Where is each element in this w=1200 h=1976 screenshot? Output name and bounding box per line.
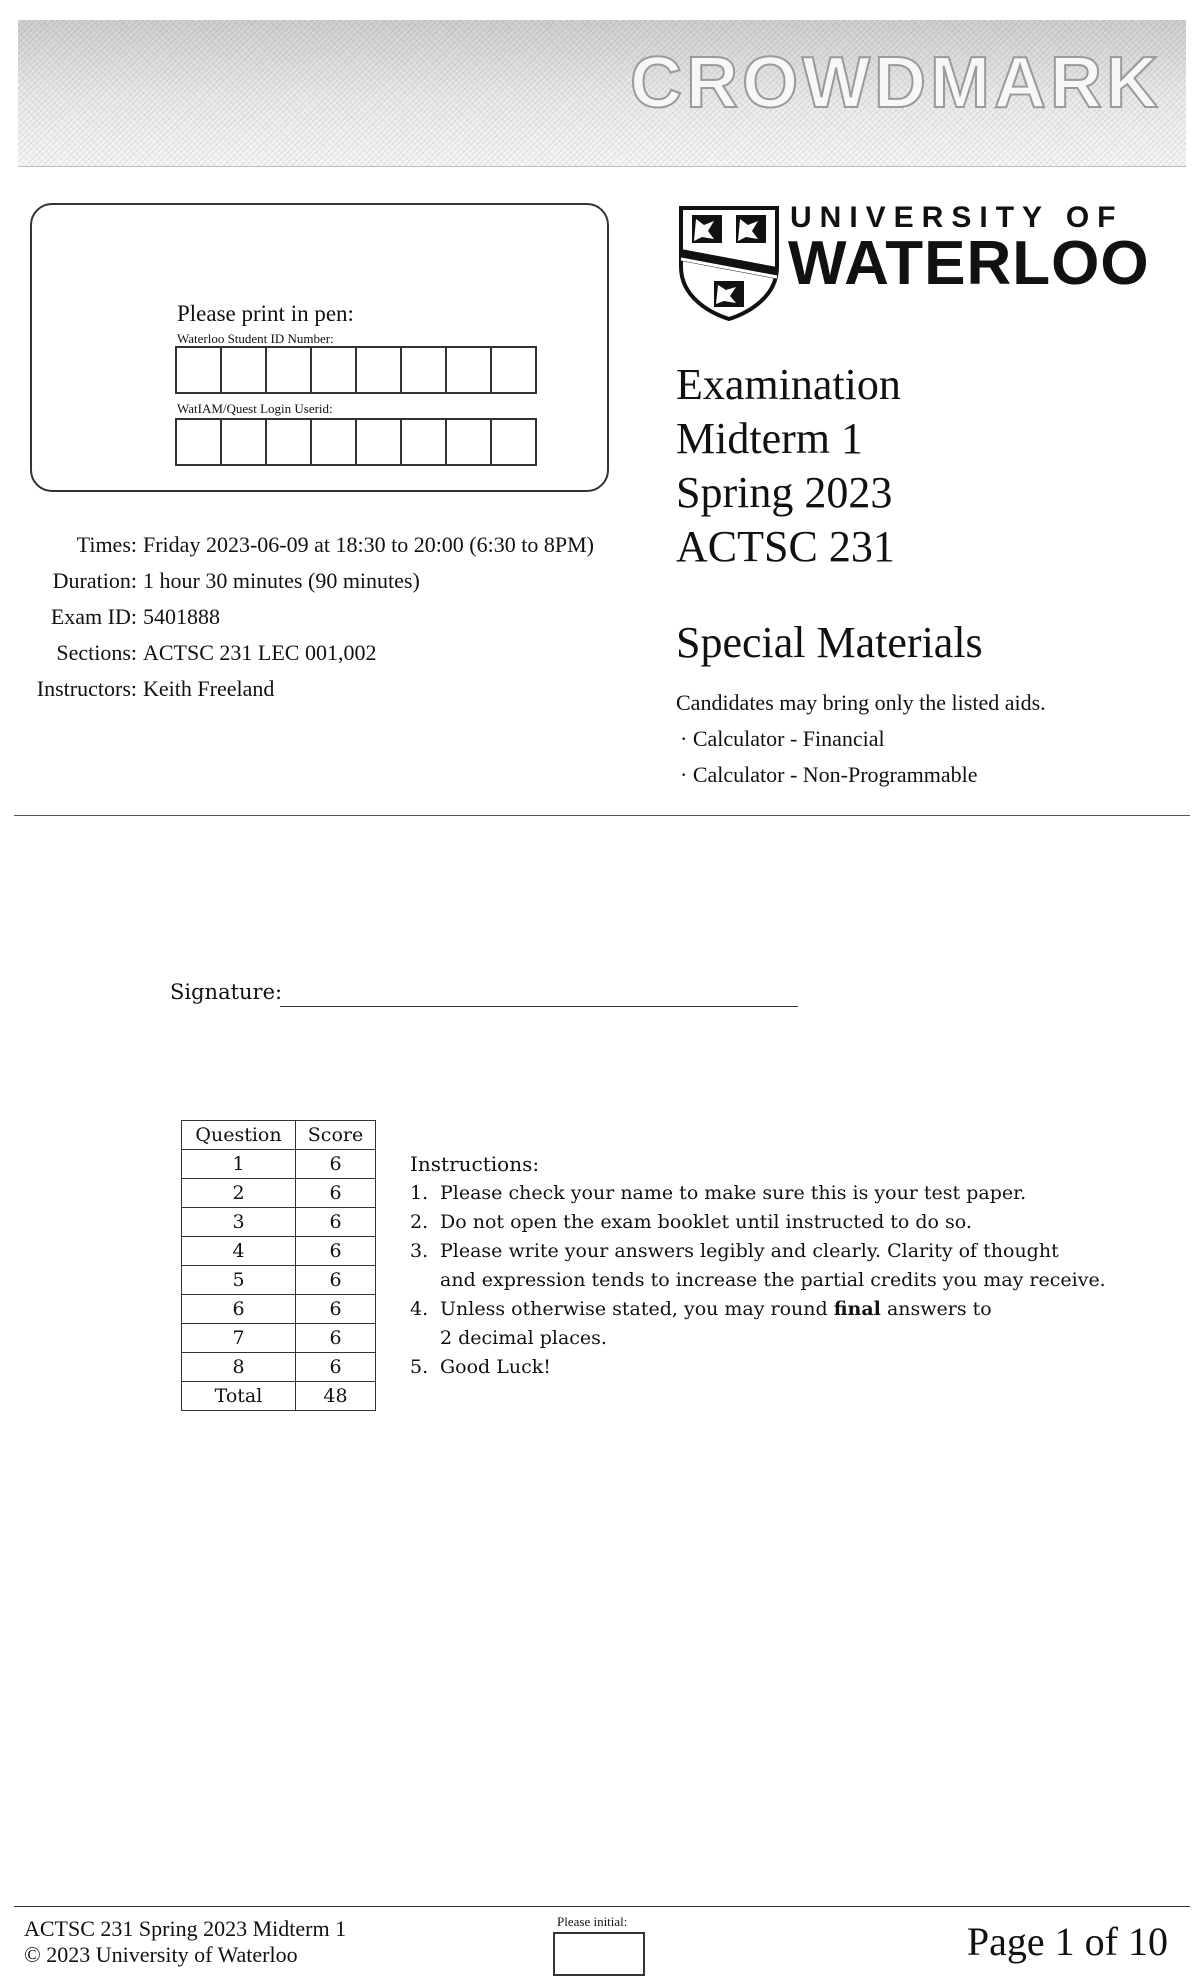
info-row-sections bbox=[20, 635, 594, 671]
userid-char-box[interactable] bbox=[177, 420, 222, 464]
student-id-label: Waterloo Student ID Number: bbox=[177, 331, 334, 346]
exam-info bbox=[20, 527, 594, 707]
student-id-digit-box[interactable] bbox=[267, 348, 312, 392]
userid-char-box[interactable] bbox=[222, 420, 267, 464]
instruction-text bbox=[440, 1295, 992, 1353]
userid-char-box[interactable] bbox=[447, 420, 492, 464]
question-cell: 5 bbox=[182, 1266, 296, 1295]
instructions bbox=[410, 1150, 1106, 1382]
table-row bbox=[182, 1237, 376, 1266]
instruction-number: 1. bbox=[410, 1182, 429, 1204]
instruction-line: and expression tends to increase the partial credits you may receive. bbox=[440, 1269, 1106, 1291]
signature-label: Signature: bbox=[170, 980, 283, 1004]
instruction-emphasis: final bbox=[833, 1298, 881, 1320]
score-cell: 6 bbox=[296, 1295, 376, 1324]
info-value: Keith Freeland bbox=[143, 676, 275, 701]
instruction-item bbox=[410, 1179, 1106, 1208]
instruction-number: 3. bbox=[410, 1240, 429, 1262]
student-id-digit-box[interactable] bbox=[357, 348, 402, 392]
score-cell: 6 bbox=[296, 1324, 376, 1353]
university-of-text: UNIVERSITY OF bbox=[790, 201, 1124, 234]
userid-char-box[interactable] bbox=[267, 420, 312, 464]
score-cell: 6 bbox=[296, 1266, 376, 1295]
instructions-heading: Instructions: bbox=[410, 1152, 540, 1176]
score-cell: 6 bbox=[296, 1208, 376, 1237]
student-id-digit-box[interactable] bbox=[177, 348, 222, 392]
userid-label: WatIAM/Quest Login Userid: bbox=[177, 401, 333, 416]
info-key: Exam ID: bbox=[50, 604, 137, 629]
info-key: Duration: bbox=[52, 568, 137, 593]
info-value: ACTSC 231 LEC 001,002 bbox=[143, 640, 377, 665]
total-score-cell: 48 bbox=[296, 1382, 376, 1411]
instruction-line: Please write your answers legibly and clearly. Clarity of thought bbox=[440, 1240, 1059, 1262]
score-cell: 6 bbox=[296, 1237, 376, 1266]
exam-name: Midterm 1 bbox=[676, 414, 863, 463]
total-label-cell: Total bbox=[182, 1382, 296, 1411]
userid-char-box[interactable] bbox=[492, 420, 535, 464]
table-row bbox=[182, 1150, 376, 1179]
instruction-item bbox=[410, 1295, 1106, 1353]
exam-term: Spring 2023 bbox=[676, 468, 893, 517]
aid-item: · Calculator - Financial bbox=[680, 726, 885, 751]
special-materials-title: Special Materials bbox=[676, 618, 983, 667]
footer-course: ACTSC 231 Spring 2023 Midterm 1 bbox=[24, 1916, 347, 1941]
userid-boxes[interactable] bbox=[175, 418, 537, 466]
aids-intro: Candidates may bring only the listed aids. bbox=[676, 690, 1046, 715]
print-in-pen-label: Please print in pen: bbox=[177, 301, 354, 326]
userid-char-box[interactable] bbox=[357, 420, 402, 464]
university-shield-icon bbox=[678, 205, 780, 321]
column-header: Score bbox=[296, 1121, 376, 1150]
instruction-item bbox=[410, 1237, 1106, 1295]
table-header-row bbox=[182, 1121, 376, 1150]
question-cell: 8 bbox=[182, 1353, 296, 1382]
score-cell: 6 bbox=[296, 1353, 376, 1382]
instruction-line: 2 decimal places. bbox=[440, 1327, 607, 1349]
exam-title-block bbox=[676, 358, 901, 574]
info-key: Instructors: bbox=[36, 676, 137, 701]
student-id-digit-box[interactable] bbox=[222, 348, 267, 392]
instruction-number: 5. bbox=[410, 1356, 429, 1378]
table-row bbox=[182, 1208, 376, 1237]
table-row bbox=[182, 1179, 376, 1208]
instruction-line: Unless otherwise stated, you may round bbox=[440, 1298, 834, 1320]
instruction-text: Please check your name to make sure this is your test paper. bbox=[440, 1182, 1027, 1204]
instruction-text: Good Luck! bbox=[440, 1356, 551, 1378]
instruction-item bbox=[410, 1353, 1106, 1382]
initial-box[interactable] bbox=[553, 1932, 645, 1976]
info-value: 5401888 bbox=[143, 604, 220, 629]
score-table bbox=[181, 1120, 376, 1411]
question-cell: 1 bbox=[182, 1150, 296, 1179]
instruction-number: 4. bbox=[410, 1298, 429, 1320]
userid-char-box[interactable] bbox=[312, 420, 357, 464]
footer-course-info bbox=[24, 1916, 346, 1968]
info-row-times bbox=[20, 527, 594, 563]
student-id-boxes[interactable] bbox=[175, 346, 537, 394]
table-row bbox=[182, 1266, 376, 1295]
table-row bbox=[182, 1353, 376, 1382]
exam-type: Examination bbox=[676, 360, 901, 409]
instructions-heading-text: Instructions bbox=[410, 1152, 533, 1176]
table-total-row bbox=[182, 1382, 376, 1411]
userid-char-box[interactable] bbox=[402, 420, 447, 464]
info-row-duration bbox=[20, 563, 594, 599]
instruction-number: 2. bbox=[410, 1211, 429, 1233]
page-number: Page 1 of 10 bbox=[966, 1919, 1168, 1964]
permitted-aids bbox=[676, 685, 1046, 793]
student-id-box bbox=[30, 203, 609, 492]
aid-item: · Calculator - Non-Programmable bbox=[680, 762, 978, 787]
table-row bbox=[182, 1295, 376, 1324]
student-id-digit-box[interactable] bbox=[402, 348, 447, 392]
header-divider bbox=[14, 815, 1190, 816]
signature-line[interactable] bbox=[280, 1006, 798, 1007]
student-id-digit-box[interactable] bbox=[492, 348, 535, 392]
course-code: ACTSC 231 bbox=[676, 522, 895, 571]
score-cell: 6 bbox=[296, 1150, 376, 1179]
instruction-line: answers to bbox=[880, 1298, 992, 1320]
student-id-digit-box[interactable] bbox=[447, 348, 492, 392]
info-row-exam-id bbox=[20, 599, 594, 635]
question-cell: 2 bbox=[182, 1179, 296, 1208]
instruction-item bbox=[410, 1208, 1106, 1237]
question-cell: 4 bbox=[182, 1237, 296, 1266]
info-row-instructors bbox=[20, 671, 594, 707]
footer-copyright: © 2023 University of Waterloo bbox=[24, 1942, 298, 1967]
info-key: Times: bbox=[76, 532, 137, 557]
question-cell: 3 bbox=[182, 1208, 296, 1237]
crowdmark-logo-text: CROWDMARK bbox=[630, 43, 1162, 123]
info-key: Sections: bbox=[56, 640, 137, 665]
crowdmark-banner bbox=[18, 20, 1186, 167]
info-value: Friday 2023-06-09 at 18:30 to 20:00 (6:30 to 8PM) bbox=[143, 532, 594, 557]
info-value: 1 hour 30 minutes (90 minutes) bbox=[143, 568, 420, 593]
instruction-text bbox=[440, 1237, 1106, 1295]
score-cell: 6 bbox=[296, 1179, 376, 1208]
instruction-text: Do not open the exam booklet until instructed to do so. bbox=[440, 1211, 972, 1233]
waterloo-text: WATERLOO bbox=[788, 229, 1150, 298]
table-row bbox=[182, 1324, 376, 1353]
question-cell: 7 bbox=[182, 1324, 296, 1353]
footer-divider bbox=[14, 1906, 1190, 1907]
initial-label: Please initial: bbox=[557, 1914, 628, 1929]
column-header: Question bbox=[182, 1121, 296, 1150]
question-cell: 6 bbox=[182, 1295, 296, 1324]
student-id-digit-box[interactable] bbox=[312, 348, 357, 392]
